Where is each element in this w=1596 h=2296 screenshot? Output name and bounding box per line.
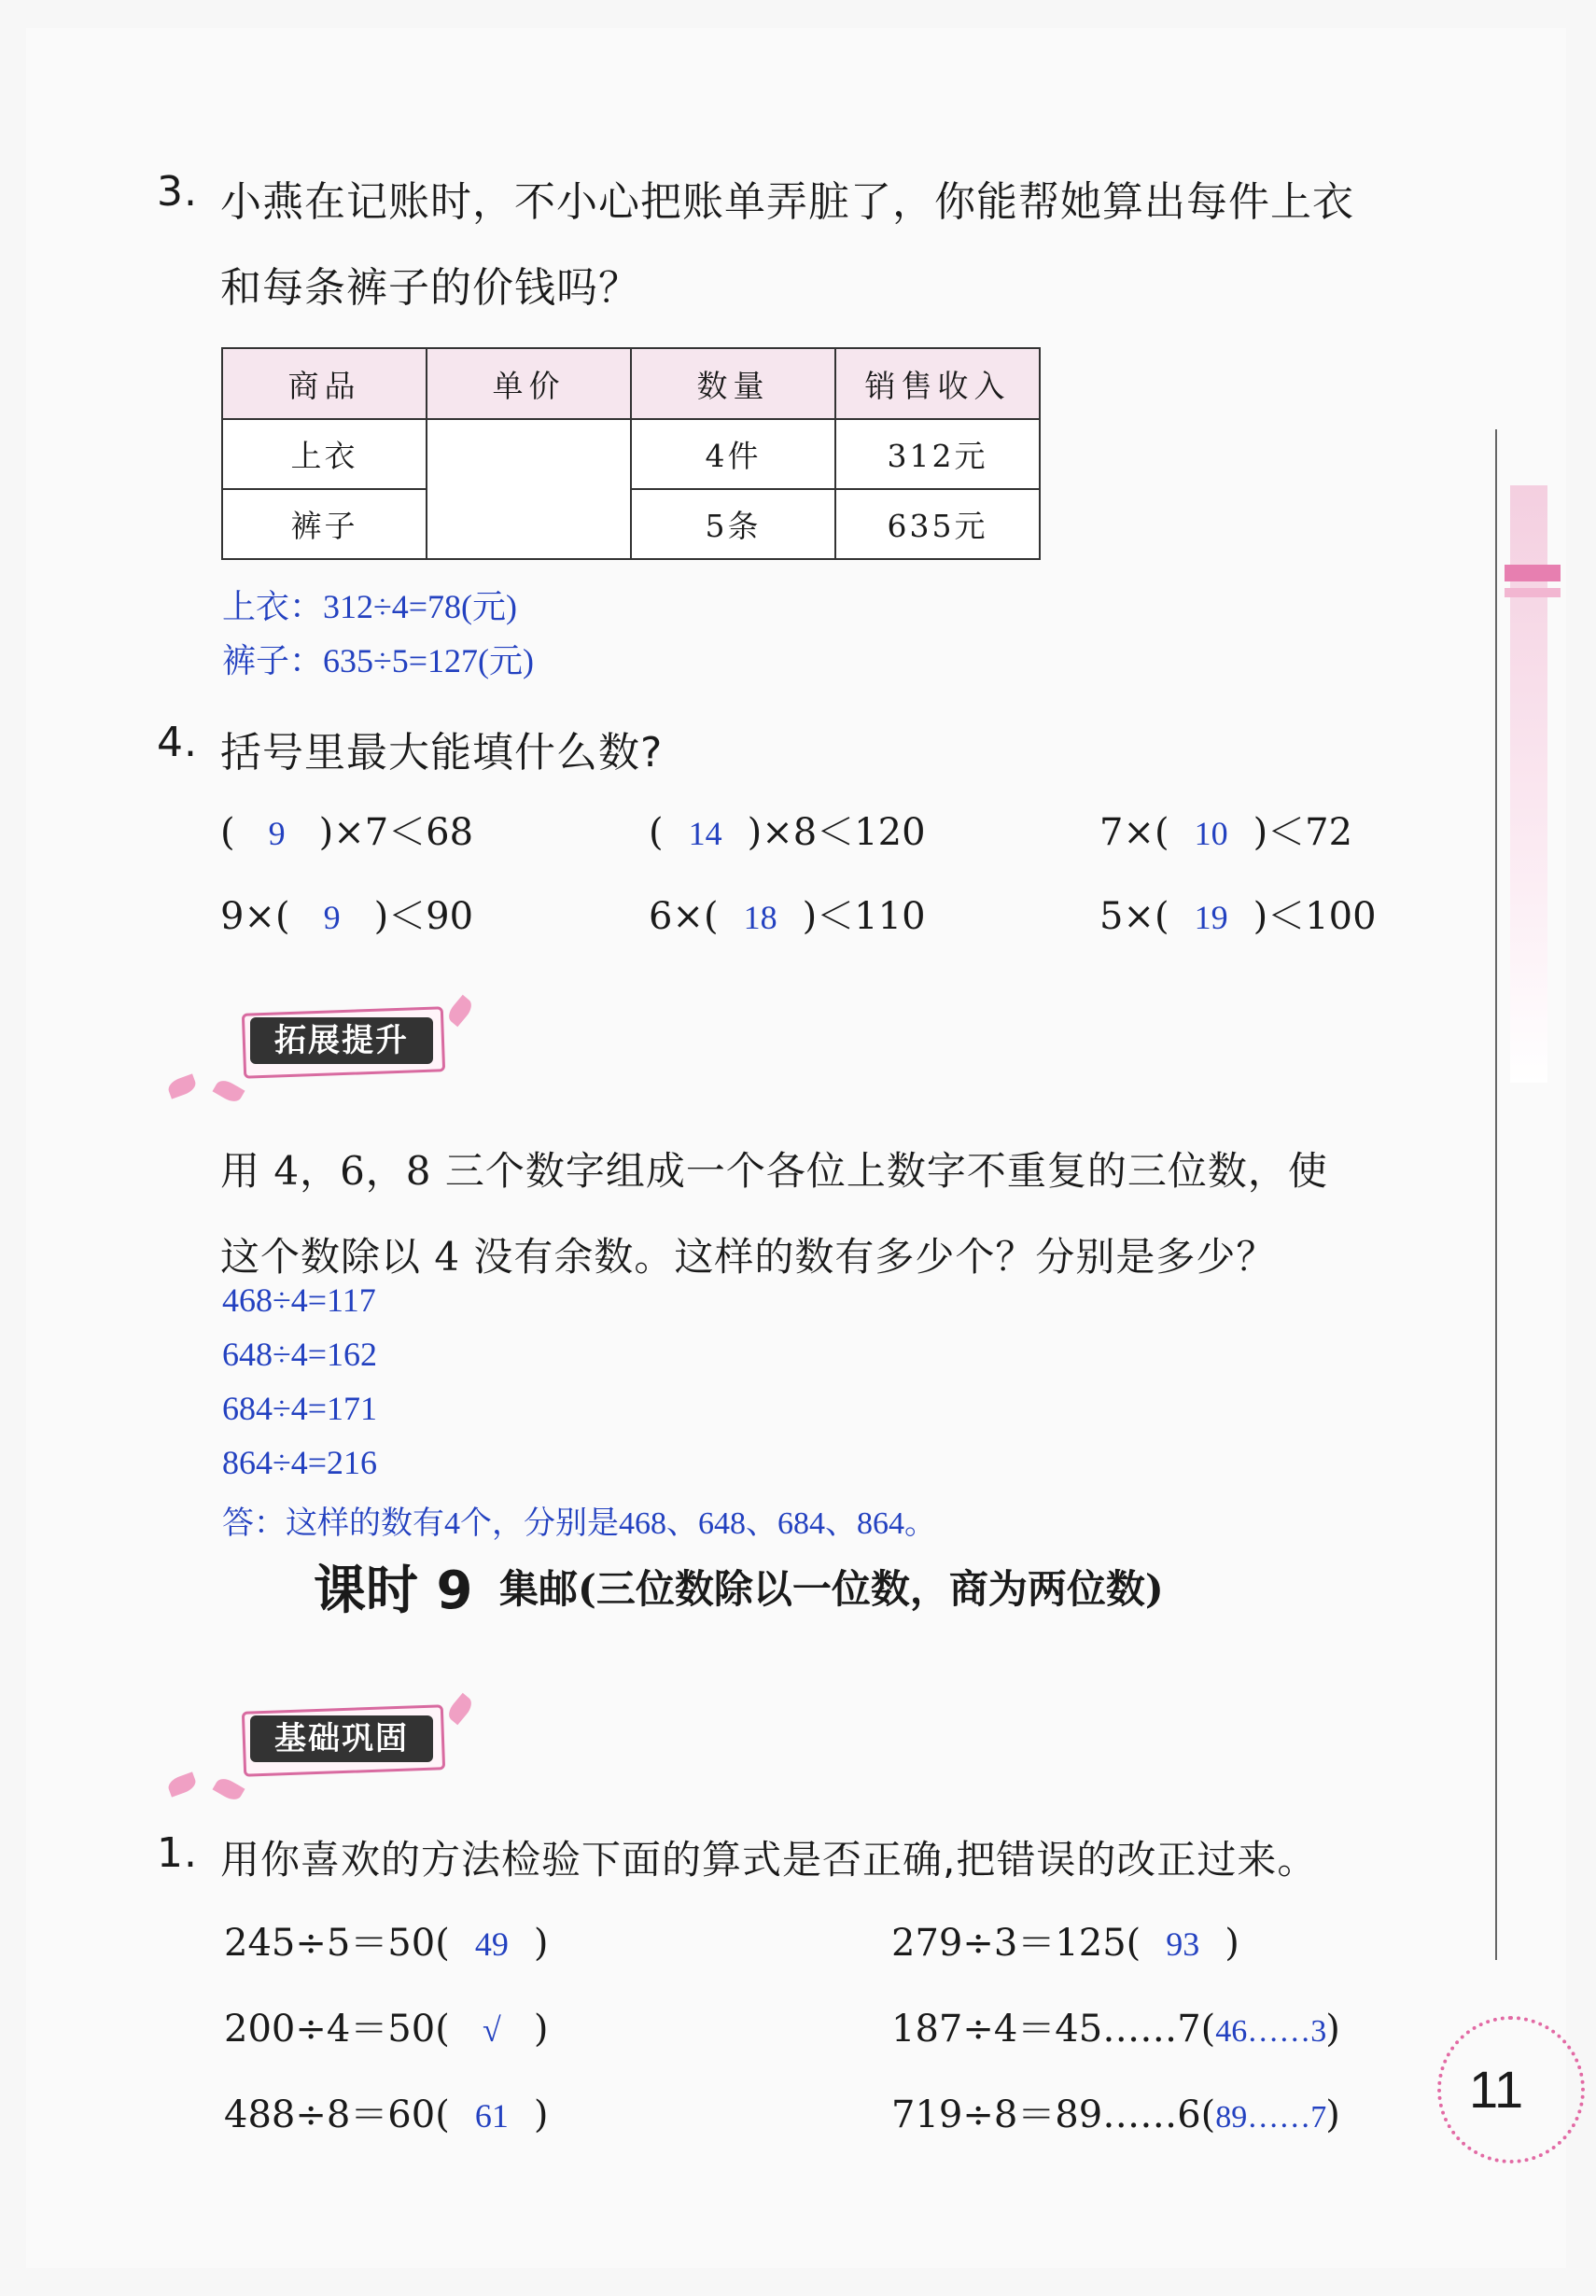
extension-answer: 648÷4=162 <box>222 1336 378 1373</box>
correction: 49 <box>474 1925 509 1963</box>
item-suffix: )＜90 <box>373 895 474 938</box>
answer-blank: 9 <box>323 899 341 936</box>
item-suffix: )×8＜120 <box>747 811 926 854</box>
correction: 61 <box>474 2097 509 2135</box>
q3-answer-1: 上衣：312÷4=78(元) <box>222 588 518 625</box>
page-number: 11 <box>1469 2060 1524 2119</box>
extension-banner <box>205 989 467 1092</box>
answer-blank: 19 <box>1194 899 1228 936</box>
correction: 46……3 <box>1215 2014 1327 2049</box>
extension-text-line2: 这个数除以 4 没有余数。这样的数有多少个？分别是多少？ <box>220 1234 1277 1280</box>
header-goods: 商品 <box>222 348 427 419</box>
close-paren: ) <box>533 2008 549 2051</box>
check-item-4 <box>891 1999 1340 2052</box>
expression: 245÷5＝50( <box>224 1922 450 1965</box>
row-income: 312元 <box>835 419 1040 489</box>
item-prefix: ( <box>649 811 664 854</box>
row-item: 裤子 <box>222 489 427 559</box>
page-number-badge <box>1437 2016 1585 2163</box>
banner-label: 基础巩固 <box>250 1715 433 1762</box>
banner-label: 拓展提升 <box>250 1017 433 1064</box>
close-paren: ) <box>533 2093 549 2136</box>
row-qty: 4件 <box>631 419 835 489</box>
check-item-5 <box>224 2085 548 2138</box>
header-unit-price: 单价 <box>427 348 631 419</box>
lesson-title: 集邮(三位数除以一位数，商为两位数) <box>499 1566 1164 1612</box>
expression: 200÷4＝50( <box>224 2008 450 2051</box>
check-item-1 <box>224 1913 548 1967</box>
item-prefix: 5×( <box>1099 895 1169 938</box>
lesson-label: 课时 9 <box>314 1561 473 1621</box>
check-item-2 <box>891 1913 1239 1967</box>
item-prefix: ( <box>220 811 235 854</box>
q4-number: 4. <box>157 719 198 766</box>
q4-item-3 <box>1099 803 1352 856</box>
expression: 279÷3＝125( <box>891 1922 1141 1965</box>
correction: 93 <box>1166 1925 1200 1963</box>
expression: 187÷4＝45……7( <box>891 2008 1216 2051</box>
item-suffix: )×7＜68 <box>318 811 474 854</box>
extension-conclusion: 答：这样的数有4个，分别是468、648、684、864。 <box>222 1506 936 1541</box>
basic-number: 1. <box>157 1829 198 1877</box>
q4-item-6 <box>1099 887 1377 940</box>
answer-blank: 9 <box>268 815 286 852</box>
row-income: 635元 <box>835 489 1040 559</box>
pink-band-light <box>1505 588 1561 597</box>
q3-answer-2: 裤子：635÷5=127(元) <box>222 642 535 679</box>
basic-title: 用你喜欢的方法检验下面的算式是否正确,把错误的改正过来。 <box>220 1837 1318 1883</box>
expression: 488÷8＝60( <box>224 2093 450 2136</box>
q3-number: 3. <box>157 168 198 216</box>
item-prefix: 7×( <box>1099 811 1169 854</box>
table-header-row <box>222 348 1040 419</box>
extension-answer: 864÷4=216 <box>222 1444 378 1481</box>
basic-banner <box>205 1687 467 1790</box>
close-paren: ) <box>1325 2008 1340 2051</box>
item-prefix: 6×( <box>649 895 719 938</box>
sales-table <box>221 347 1041 560</box>
q4-item-1 <box>220 803 473 856</box>
close-paren: ) <box>533 1922 549 1965</box>
q4-item-2 <box>649 803 926 856</box>
check-item-6 <box>891 2085 1340 2138</box>
row-qty: 5条 <box>631 489 835 559</box>
answer-blank: 14 <box>688 815 722 852</box>
item-suffix: )＜110 <box>802 895 926 938</box>
close-paren: ) <box>1325 2093 1340 2136</box>
q4-item-4 <box>220 887 473 940</box>
check-item-3 <box>224 1999 548 2052</box>
table-row <box>222 419 1040 489</box>
q4-item-5 <box>649 887 926 940</box>
extension-text-line1: 用 4，6，8 三个数字组成一个各位上数字不重复的三位数，使 <box>220 1148 1328 1194</box>
correction: √ <box>482 2011 501 2049</box>
extension-answer: 468÷4=117 <box>222 1281 376 1319</box>
unit-price-cell <box>427 419 631 559</box>
row-item: 上衣 <box>222 419 427 489</box>
correction: 89……7 <box>1215 2100 1327 2135</box>
q3-text-line2: 和每条裤子的价钱吗？ <box>220 264 640 312</box>
expression: 719÷8＝89……6( <box>891 2093 1216 2136</box>
item-prefix: 9×( <box>220 895 290 938</box>
close-paren: ) <box>1225 1922 1239 1965</box>
header-income: 销售收入 <box>835 348 1040 419</box>
header-quantity: 数量 <box>631 348 835 419</box>
answer-blank: 18 <box>743 899 777 936</box>
q4-title: 括号里最大能填什么数? <box>220 729 664 777</box>
item-suffix: )＜100 <box>1253 895 1377 938</box>
table-row <box>222 489 1040 559</box>
item-suffix: )＜72 <box>1253 811 1353 854</box>
answer-blank: 10 <box>1194 815 1228 852</box>
q3-text-line1: 小燕在记账时，不小心把账单弄脏了，你能帮她算出每件上衣 <box>220 178 1354 226</box>
pink-band <box>1505 565 1561 581</box>
extension-answer: 684÷4=171 <box>222 1390 378 1427</box>
